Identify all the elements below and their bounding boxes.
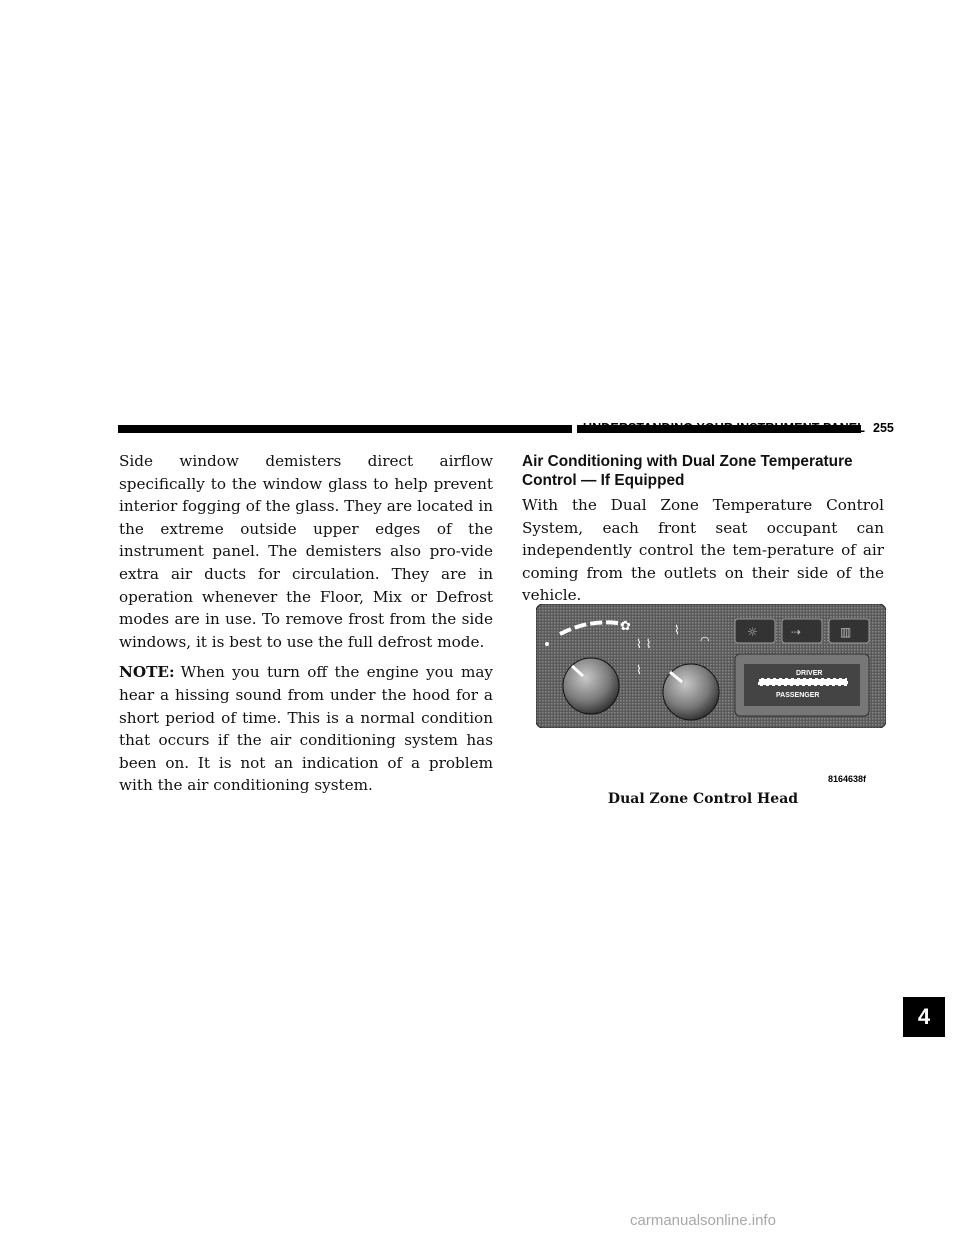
- section-heading-line-2: Control — If Equipped: [522, 472, 685, 489]
- chapter-tab: 4: [903, 997, 945, 1037]
- section-heading-line-1: Air Conditioning with Dual Zone Temperature: [522, 453, 853, 470]
- svg-text:⇢: ⇢: [791, 625, 802, 639]
- figure-caption: Dual Zone Control Head: [607, 791, 799, 807]
- driver-label: DRIVER: [796, 670, 823, 677]
- dual-zone-paragraph: With the Dual Zone Temperature Control System, each front seat occupant can independently control the tem-perature of air coming from the outlets on their side of the vehicle.: [522, 496, 884, 605]
- svg-text:▥: ▥: [840, 625, 852, 639]
- note-paragraph: [119, 661, 493, 797]
- note-text: When you turn off the engine you may hear a hissing sound from under the hood for a short period of time. This is a normal condition that occurs if the air conditioning system has been on. It is not an indication of a problem with the air conditioning system.: [119, 663, 493, 795]
- watermark: carmanualsonline.info: [630, 1212, 776, 1229]
- svg-text:⌇: ⌇: [674, 623, 680, 637]
- control-head-drawing: [536, 604, 886, 728]
- svg-text:☼: ☼: [747, 625, 758, 639]
- running-header-title: UNDERSTANDING YOUR INSTRUMENT PANEL: [583, 421, 865, 435]
- right-column: [522, 450, 884, 607]
- control-head-illustration: [536, 604, 886, 728]
- header-rule-left: [118, 425, 572, 433]
- svg-text:◠: ◠: [700, 634, 710, 647]
- svg-text:✿: ✿: [620, 619, 631, 634]
- figure-code: 8164638f: [828, 774, 867, 784]
- section-heading: [522, 452, 884, 490]
- passenger-label: PASSENGER: [776, 692, 820, 699]
- note-label: NOTE:: [119, 663, 175, 682]
- svg-text:⌇: ⌇: [636, 663, 642, 677]
- left-column: [119, 450, 493, 805]
- page-number: 255: [873, 421, 894, 435]
- svg-text:⌇ ⌇: ⌇ ⌇: [636, 637, 652, 651]
- demister-paragraph: Side window demisters direct airflow specifically to the window glass to help prevent interior fogging of the glass. They are located in the extreme outside upper edges of the instrument panel. The demisters also pro-vide extra air ducts for circulation. They are in operation whenever the Floor, Mix or Defrost modes are in use. To remove frost from the side windows, it is best to use the full defrost mode.: [119, 452, 493, 651]
